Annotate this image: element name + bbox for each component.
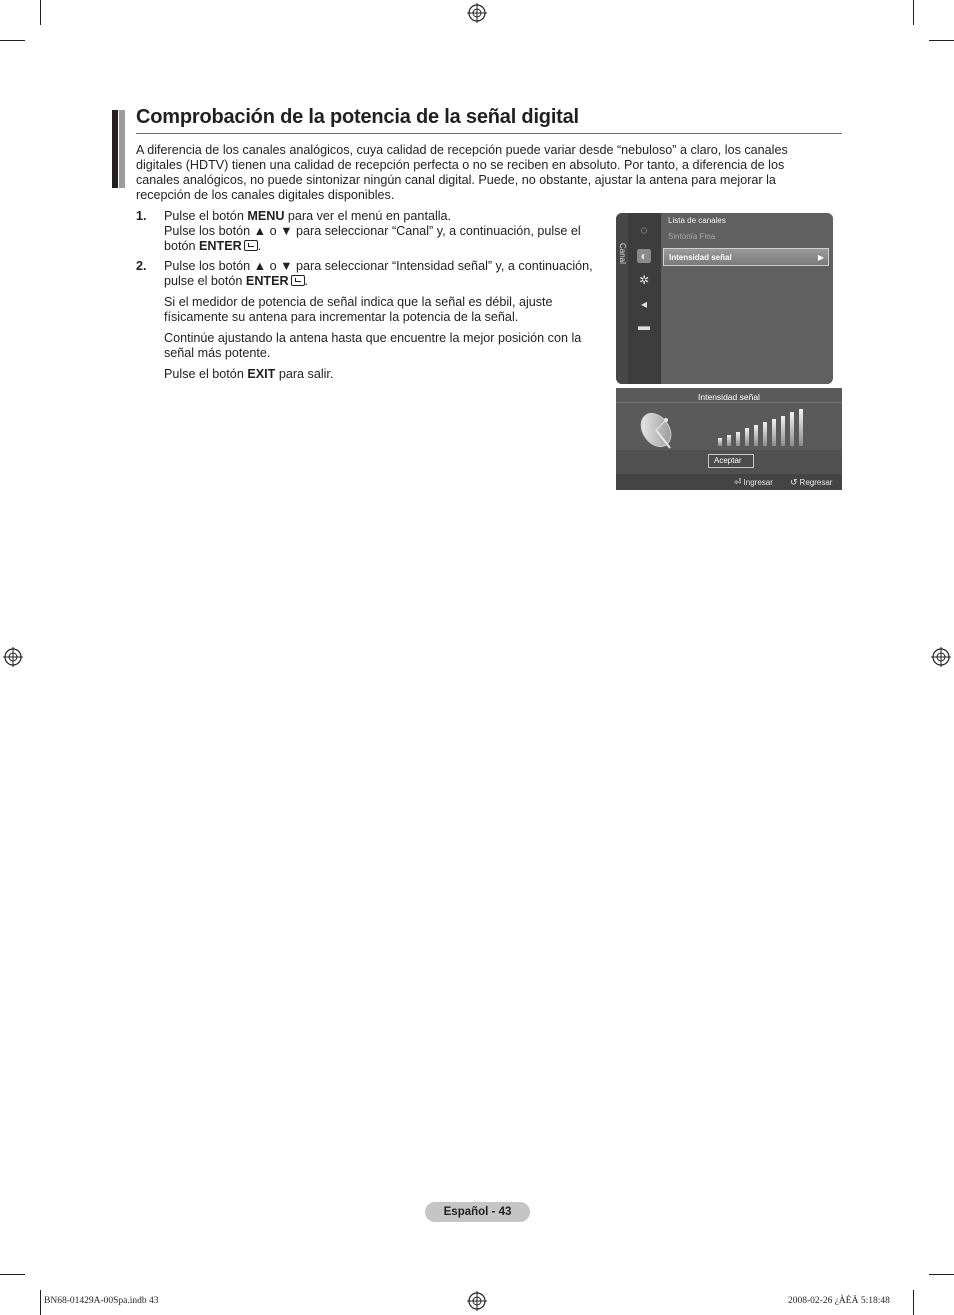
- dialog-title-divider: [616, 402, 842, 403]
- registration-target-icon: [467, 3, 487, 23]
- step-2-line-a: Pulse los botón ▲ o ▼ para seleccionar “Intensidad señal” y, a continuación, pulse el botón ENTER .: [164, 259, 593, 288]
- menu-list: [662, 213, 833, 384]
- signal-bar: [718, 438, 722, 446]
- channel-icon: ◐: [637, 249, 651, 263]
- title-accent-bar: [119, 110, 125, 188]
- crop-mark: [0, 40, 25, 41]
- step-number: 1.: [136, 209, 147, 223]
- crop-mark: [0, 1274, 25, 1275]
- signal-strength-dialog: [616, 388, 842, 490]
- signal-bar: [736, 432, 740, 446]
- step-1-line-a: Pulse el botón MENU para ver el menú en pantalla.: [164, 209, 452, 223]
- signal-bar: [763, 422, 767, 446]
- return-icon: ↺: [790, 477, 798, 487]
- signal-bar: [772, 419, 776, 446]
- menu-item-signal-strength-label: Intensidad señal: [669, 253, 732, 262]
- channel-menu-screenshot: [616, 213, 833, 384]
- crop-mark: [929, 40, 954, 41]
- step-2-para-2: Si el medidor de potencia de señal indica que la señal es débil, ajuste físicamente su antena para incrementar la potencia de la señal.: [164, 295, 553, 324]
- enter-icon: [244, 240, 258, 251]
- registration-target-icon: [931, 647, 951, 667]
- chevron-right-icon: ▶: [817, 253, 824, 262]
- step-1-text: [164, 209, 609, 254]
- signal-bar: [754, 425, 758, 446]
- crop-mark: [913, 1290, 914, 1315]
- menu-icon-column: [628, 213, 661, 384]
- intro-paragraph: A diferencia de los canales analógicos, cuya calidad de recepción puede variar desde “nebuloso” a claro, los canales digitales (HDTV) tienen una calidad de recepción perfecta o no se reciben en absoluto. Por tanto, a diferencia de los canales analógicos, no puede sintonizar ningún canal digital. Puede, no obstante, ajustar la antena para mejorar la recepción de los canales digitales disponibles.: [136, 143, 788, 202]
- step-1-line-b: Pulse los botón ▲ o ▼ para seleccionar “Canal” y, a continuación, pulse el botón ENTER .: [164, 224, 581, 253]
- registration-target-icon: [467, 1291, 487, 1311]
- page-number-badge: Español - 43: [425, 1202, 530, 1222]
- title-accent-bar: [112, 110, 118, 188]
- signal-bar: [790, 412, 794, 446]
- registration-target-icon: [3, 647, 23, 667]
- menu-side-label: Canal: [618, 243, 627, 264]
- step-2-para-4: Pulse el botón EXIT para salir.: [164, 367, 334, 381]
- dialog-title: Intensidad señal: [698, 392, 760, 402]
- step-number: 2.: [136, 259, 147, 273]
- menu-side-strip: [616, 213, 628, 384]
- menu-item-signal-strength[interactable]: [663, 248, 829, 266]
- crop-mark: [929, 1274, 954, 1275]
- signal-bar: [799, 409, 803, 446]
- sound-icon: ◂: [640, 297, 648, 311]
- title-divider: [136, 133, 842, 134]
- page-title: Comprobación de la potencia de la señal digital: [136, 106, 579, 128]
- input-icon: ◌: [640, 223, 648, 237]
- menu-item-fine-tune[interactable]: Sintonía Fina: [668, 232, 716, 241]
- setup-icon: ✲: [638, 273, 650, 287]
- step-2-text: [164, 259, 609, 382]
- step-2-para-3: Continúe ajustando la antena hasta que encuentre la mejor posición con la señal más potente.: [164, 331, 582, 360]
- crop-mark: [40, 0, 41, 25]
- accept-button[interactable]: Aceptar: [708, 454, 754, 468]
- footer-enter-hint: ⏎ Ingresar: [734, 477, 773, 487]
- enter-icon: ⏎: [734, 477, 742, 487]
- menu-item-channel-list[interactable]: Lista de canales: [668, 216, 726, 225]
- picture-icon: ▬: [638, 319, 650, 333]
- satellite-dish-icon: [636, 408, 680, 452]
- signal-bar: [727, 435, 731, 446]
- footer-return-hint: ↺ Regresar: [790, 477, 833, 487]
- enter-icon: [291, 275, 305, 286]
- signal-bar: [745, 428, 749, 446]
- footer-timestamp: 2008-02-26 ¿ÀÈÄ 5:18:48: [788, 1296, 890, 1306]
- signal-bar: [781, 416, 785, 446]
- crop-mark: [40, 1290, 41, 1315]
- footer-file-info: BN68-01429A-00Spa.indb 43: [44, 1296, 159, 1306]
- crop-mark: [913, 0, 914, 25]
